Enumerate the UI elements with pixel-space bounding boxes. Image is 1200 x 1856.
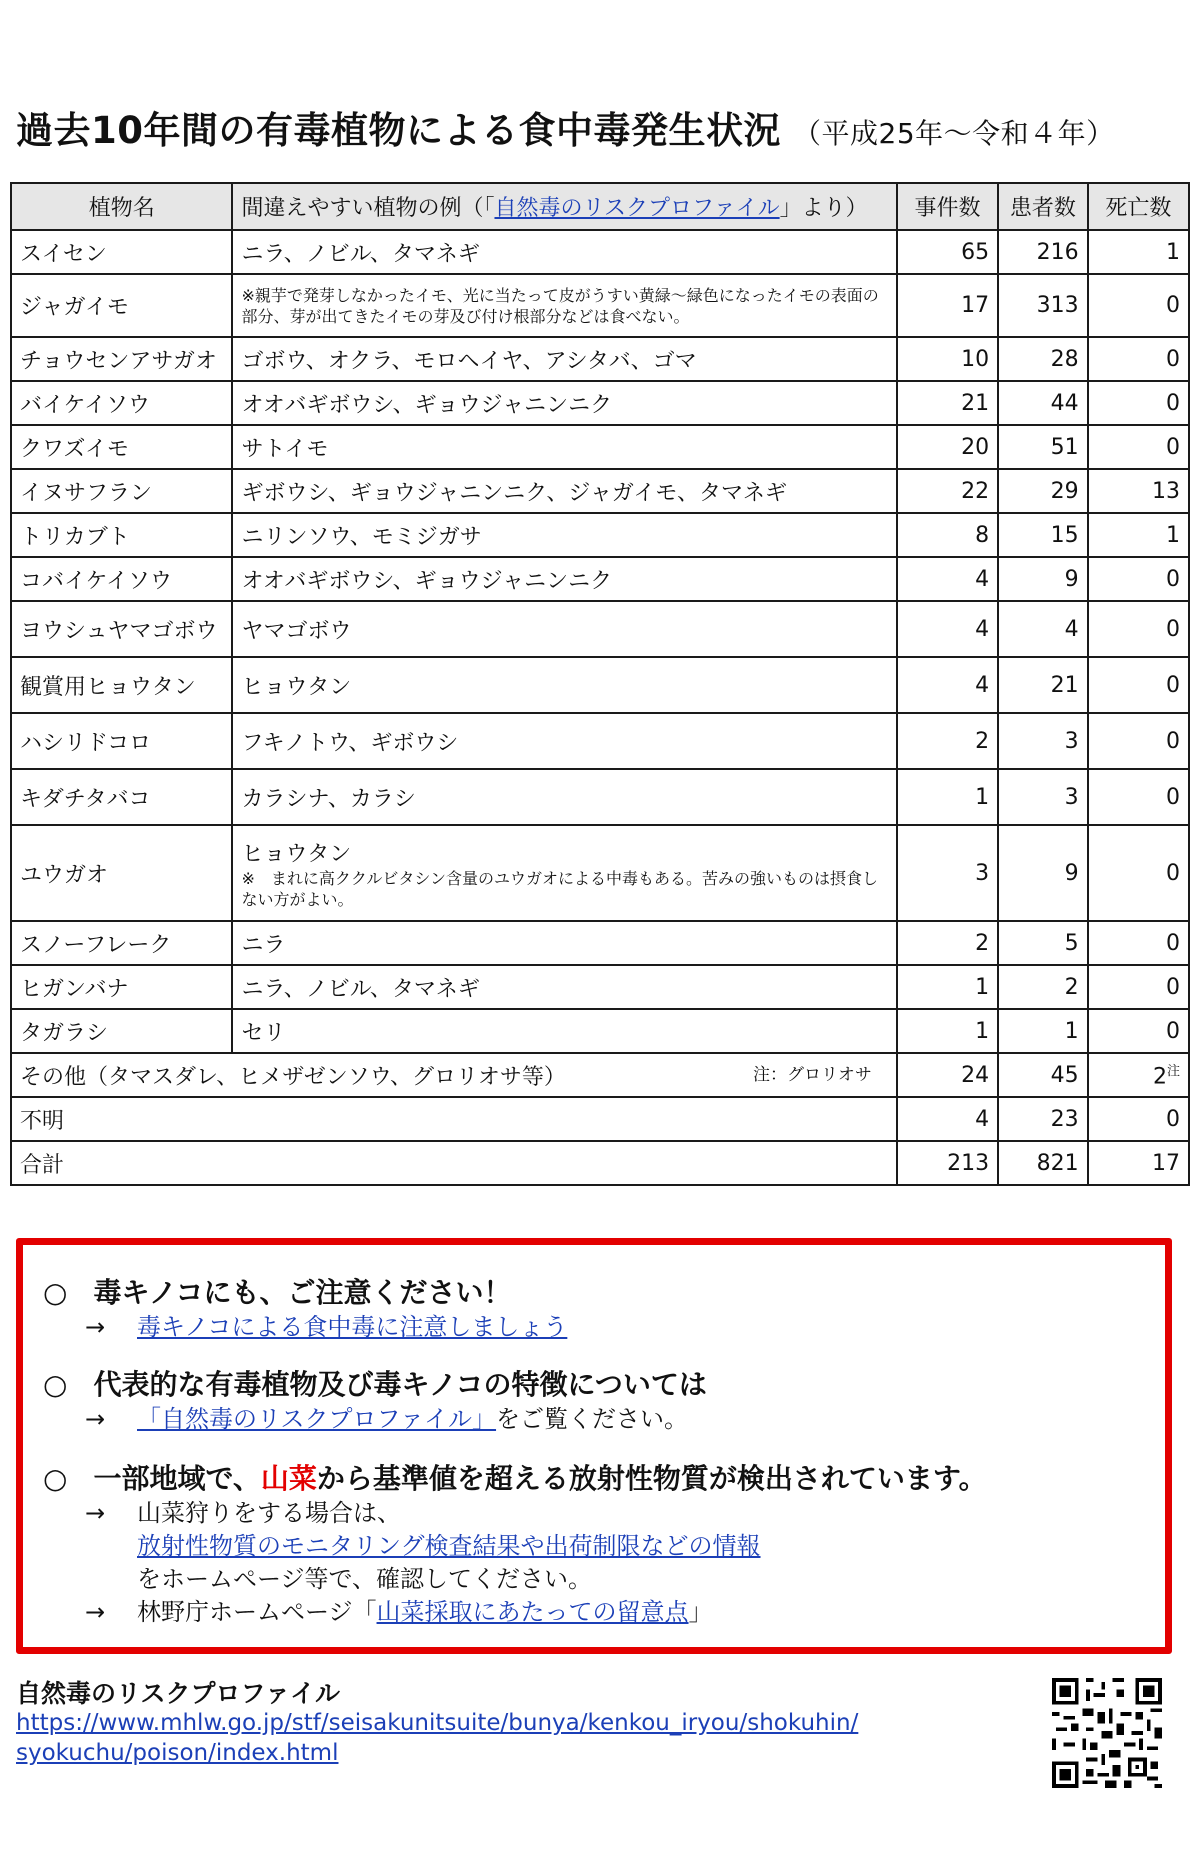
table-row [11,965,1189,1009]
plant-name: ハシリドコロ [11,713,232,769]
deaths: 0 [1088,425,1189,469]
header-plant: 植物名 [11,183,232,230]
deaths: 0 [1088,381,1189,425]
plant-name: ヨウシュヤマゴボウ [11,601,232,657]
incidents: 2 [897,921,998,965]
notice-line [137,1530,987,1563]
plant-name: ヒガンバナ [11,965,232,1009]
forestry-agency-link[interactable]: 山菜採取にあたっての留意点 [376,1598,689,1626]
incidents: 22 [897,469,998,513]
footer-url [16,1708,976,1768]
incidents: 17 [897,274,998,337]
mistaken-plants: ニラ [232,921,896,965]
deaths: 0 [1088,274,1189,337]
risk-profile-link-2[interactable]: 「自然毒のリスクプロファイル」 [137,1405,497,1433]
table-row [11,230,1189,274]
deaths: 0 [1088,921,1189,965]
deaths: 17 [1088,1141,1189,1185]
deaths: 0 [1088,1009,1189,1053]
patients: 44 [998,381,1088,425]
incidents: 4 [897,601,998,657]
patients: 4 [998,601,1088,657]
patients: 29 [998,469,1088,513]
mistaken-plants: オオバギボウシ、ギョウジャニンニク [232,557,896,601]
mistaken-plants: ギボウシ、ギョウジャニンニク、ジャガイモ、タマネギ [232,469,896,513]
mistaken-plants: ニラ、ノビル、タマネギ [232,230,896,274]
notice-heading-post: から基準値を超える放射性物質が検出されています。 [316,1462,987,1495]
table-row [11,713,1189,769]
notice-line [85,1311,567,1344]
deaths: 0 [1088,965,1189,1009]
plant-name: タガラシ [11,1009,232,1053]
incidents: 20 [897,425,998,469]
table-row-total [11,1141,1189,1185]
plant-name: クワズイモ [11,425,232,469]
deaths: 0 [1088,713,1189,769]
incidents: 4 [897,557,998,601]
notice-text: 林野庁ホームページ「 [137,1598,377,1626]
mistaken-note: ※ まれに高ククルビタシン含量のユウガオによる中毒もある。苦みの強いものは摂食しない方がよい。 [241,868,878,909]
deaths: 1 [1088,513,1189,557]
patients: 9 [998,825,1088,921]
deaths-value: 2 [1152,1064,1167,1090]
plant-name: バイケイソウ [11,381,232,425]
incidents: 1 [897,769,998,825]
table-row [11,469,1189,513]
incidents: 4 [897,1097,998,1141]
deaths: 13 [1088,469,1189,513]
risk-profile-link[interactable]: 自然毒のリスクプロファイル [494,196,780,221]
header-deaths: 死亡数 [1088,183,1189,230]
header-mistaken-prefix: 間違えやすい植物の例（「 [241,196,495,221]
table-row [11,769,1189,825]
table-row [11,1009,1189,1053]
patients: 9 [998,557,1088,601]
incidents: 8 [897,513,998,557]
notice-heading [43,1457,987,1497]
mistaken-plants: サトイモ [232,425,896,469]
table-header-row [11,183,1189,230]
deaths [1088,1053,1189,1097]
plant-name: スノーフレーク [11,921,232,965]
table-row [11,921,1189,965]
patients: 313 [998,274,1088,337]
notice-heading-text: 代表的な有毒植物及び毒キノコの特徴については [93,1368,707,1401]
bullet-icon: ○ [43,1462,68,1495]
notice-text: をホームページ等で、確認してください。 [137,1565,593,1593]
notice-line [85,1596,987,1629]
patients: 1 [998,1009,1088,1053]
deaths: 0 [1088,557,1189,601]
footer-url-line2[interactable]: syokuchu/poison/index.html [16,1740,339,1766]
table-row-unknown [11,1097,1189,1141]
incidents: 3 [897,825,998,921]
mistaken-plants: セリ [232,1009,896,1053]
mistaken-plants: ニラ、ノビル、タマネギ [232,965,896,1009]
title-period: （平成25年～令和４年） [793,117,1115,150]
unknown-label: 不明 [11,1097,897,1141]
table-row [11,274,1189,337]
header-patients: 患者数 [998,183,1088,230]
patients: 21 [998,657,1088,713]
page-title [16,100,1115,154]
mistaken-plants: ヒョウタン [232,657,896,713]
radiation-info-link[interactable]: 放射性物質のモニタリング検査結果や出荷制限などの情報 [137,1532,761,1560]
notice-heading-highlight: 山菜 [260,1462,317,1495]
notice-line [85,1497,987,1530]
table-row [11,381,1189,425]
incidents: 2 [897,713,998,769]
arrow-icon: → [85,1598,106,1626]
patients: 2 [998,965,1088,1009]
deaths: 0 [1088,337,1189,381]
incidents: 1 [897,965,998,1009]
notice-item-mushroom [43,1271,567,1344]
arrow-icon: → [85,1405,106,1433]
mistaken-plants: ニリンソウ、モミジガサ [232,513,896,557]
incidents: 65 [897,230,998,274]
bullet-icon: ○ [43,1276,68,1309]
plant-name: スイセン [11,230,232,274]
patients: 5 [998,921,1088,965]
mistaken-plants: オオバギボウシ、ギョウジャニンニク [232,381,896,425]
header-incidents: 事件数 [897,183,998,230]
incidents: 1 [897,1009,998,1053]
table-row [11,425,1189,469]
table-row [11,825,1189,921]
deaths: 0 [1088,657,1189,713]
mistaken-note: ※親芋で発芽しなかったイモ、光に当たって皮がうすい黄緑～緑色になったイモの表面の部分、芽が出てきたイモの芽及び付け根部分などは食べない。 [232,274,896,337]
patients: 28 [998,337,1088,381]
deaths: 0 [1088,769,1189,825]
notice-box [16,1238,1172,1654]
poisoning-table [10,182,1190,1186]
mistaken-plants: フキノトウ、ギボウシ [232,713,896,769]
plant-name: ユウガオ [11,825,232,921]
patients: 3 [998,769,1088,825]
header-mistaken-suffix: 」より） [779,196,868,221]
notice-heading [43,1363,707,1403]
table-row [11,657,1189,713]
other-note: 注：グロリオサ [753,1064,872,1085]
qr-code-icon[interactable] [1052,1678,1162,1788]
incidents: 24 [897,1053,998,1097]
patients: 45 [998,1053,1088,1097]
patients: 51 [998,425,1088,469]
other-plants [11,1053,897,1097]
plant-name: コバイケイソウ [11,557,232,601]
notice-heading [43,1271,567,1311]
deaths: 0 [1088,601,1189,657]
patients: 3 [998,713,1088,769]
patients: 216 [998,230,1088,274]
title-main: 過去10年間の有毒植物による食中毒発生状況 [16,109,781,152]
incidents: 213 [897,1141,998,1185]
other-label: その他（タマスダレ、ヒメザゼンソウ、グロリオサ等） [20,1064,566,1090]
arrow-icon: → [85,1499,106,1527]
bullet-icon: ○ [43,1368,68,1401]
table-row [11,337,1189,381]
table-row [11,557,1189,601]
plant-name: キダチタバコ [11,769,232,825]
plant-name: 観賞用ヒョウタン [11,657,232,713]
footer-title: 自然毒のリスクプロファイル [16,1679,341,1708]
plant-name: ジャガイモ [11,274,232,337]
deaths: 0 [1088,1097,1189,1141]
notice-item-radiation [43,1457,987,1629]
incidents: 10 [897,337,998,381]
plant-name: イヌサフラン [11,469,232,513]
table-row [11,513,1189,557]
table-row-other [11,1053,1189,1097]
total-label: 合計 [11,1141,897,1185]
mistaken-main: ヒョウタン [241,841,352,867]
mistaken-plants: カラシナ、カラシ [232,769,896,825]
notice-text: をご覧ください。 [496,1405,689,1433]
patients: 821 [998,1141,1088,1185]
footer-url-line1[interactable]: https://www.mhlw.go.jp/stf/seisakunitsuite/bunya/kenkou_iryou/shokuhin/ [16,1710,859,1736]
mistaken-plants [232,825,896,921]
deaths-footnote-mark: 注 [1166,1064,1180,1080]
deaths: 1 [1088,230,1189,274]
notice-heading-pre: 一部地域で、 [93,1462,261,1495]
table-row [11,601,1189,657]
patients: 23 [998,1097,1088,1141]
arrow-icon: → [85,1313,106,1341]
header-mistaken [232,183,896,230]
plant-name: チョウセンアサガオ [11,337,232,381]
notice-text: 」 [688,1598,713,1626]
notice-heading-text: 毒キノコにも、ご注意ください！ [93,1276,512,1309]
notice-line [137,1563,987,1596]
patients: 15 [998,513,1088,557]
mushroom-warning-link[interactable]: 毒キノコによる食中毒に注意しましょう [137,1313,568,1341]
mistaken-plants: ヤマゴボウ [232,601,896,657]
incidents: 21 [897,381,998,425]
deaths: 0 [1088,825,1189,921]
notice-text: 山菜狩りをする場合は、 [137,1499,401,1527]
incidents: 4 [897,657,998,713]
notice-item-features [43,1363,707,1436]
mistaken-plants: ゴボウ、オクラ、モロヘイヤ、アシタバ、ゴマ [232,337,896,381]
notice-line [85,1403,707,1436]
plant-name: トリカブト [11,513,232,557]
